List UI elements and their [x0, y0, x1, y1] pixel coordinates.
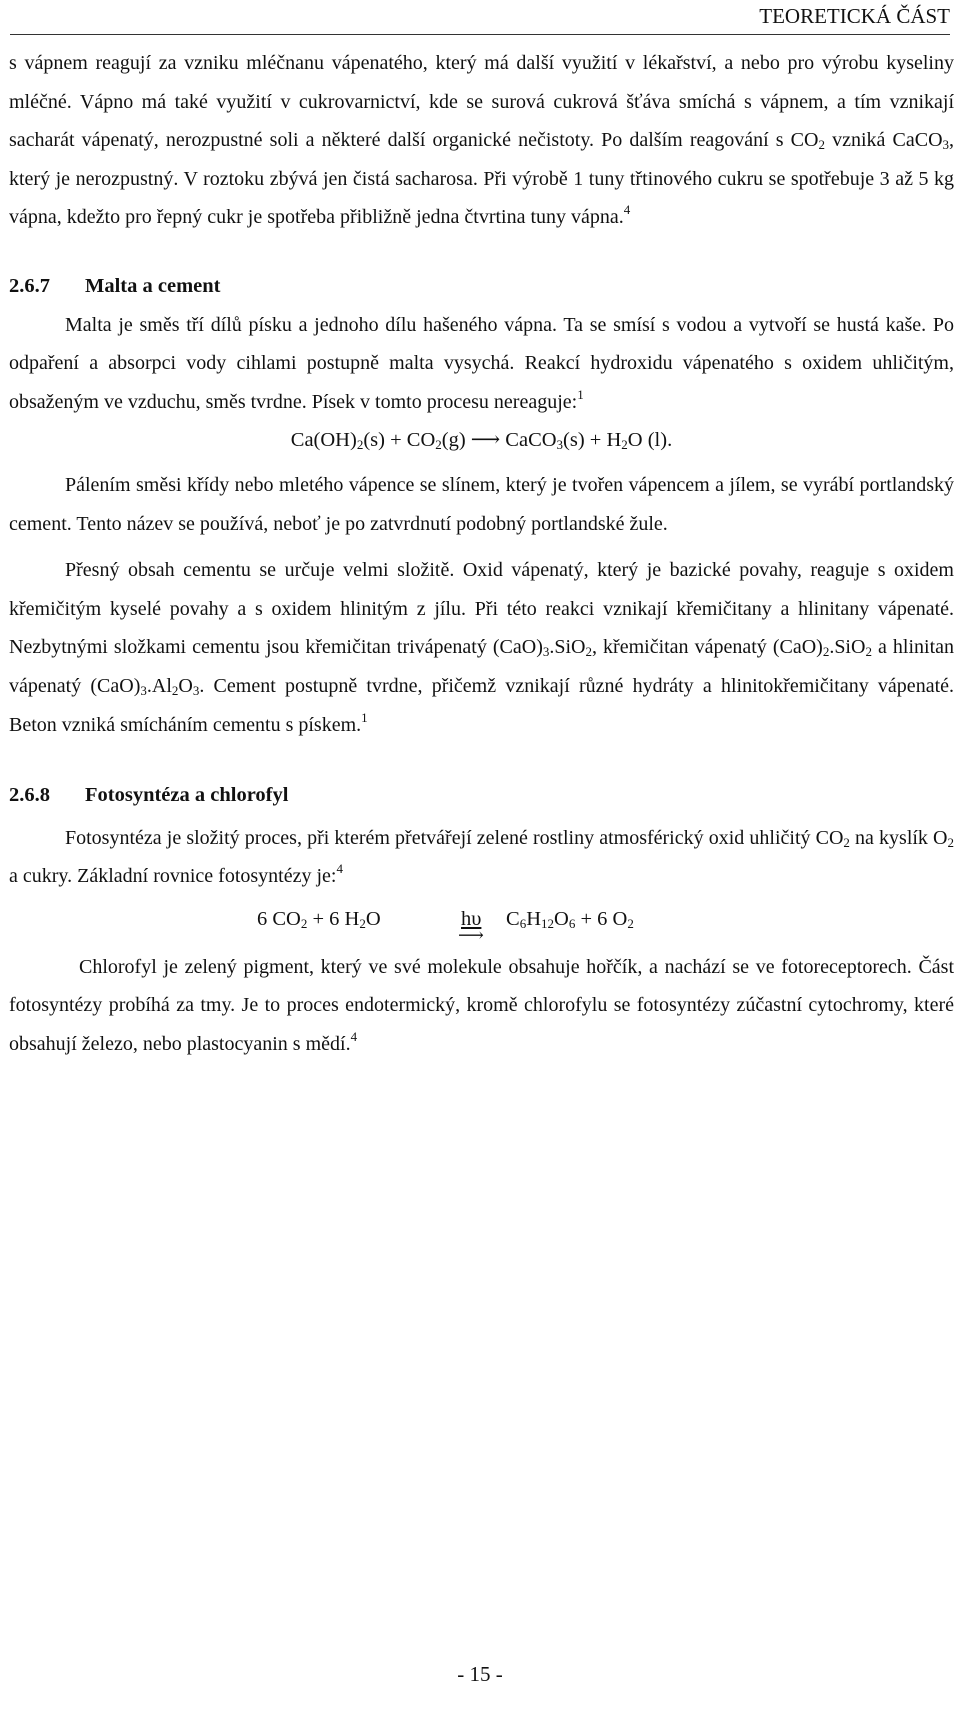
subscript: 2 [822, 644, 830, 660]
subscript: 2 [621, 437, 628, 453]
text: O [554, 907, 569, 930]
text: , který je nerozpustný. V roztoku zbývá jen čistá sacharosa. Při výrobě 1 tuny třtinového cukru se spotřebuje 3 až 5 kg vápna, kdežto pro řepný cukr je spotřeba přibližně jedna čtvrtina tuny vápna. [9, 129, 955, 229]
subscript: 2 [843, 834, 850, 850]
text: + 6 O [575, 907, 628, 930]
text: C [506, 907, 520, 930]
page-number: - 15 - [457, 1662, 503, 1686]
text: + 6 H [307, 907, 360, 930]
paragraph-portland: Pálením směsi křídy nebo mletého vápence se slínem, který je tvořen vápencem a jílem, se vyrábí portlandský cement. Tento název se používá, neboť je po zatvrdnutí podobný portlandské žule. [9, 473, 954, 535]
paragraph-cement [9, 551, 954, 744]
subscript: 3 [542, 644, 550, 660]
text: O [178, 674, 193, 697]
text: Malta je směs tří dílů písku a jednoho dílu hašeného vápna. Ta se smísí s vodou a vytvoří se hustá kaše. Po odpaření a absorpci vody cihlami postupně malta vysychá. Reakcí hydroxidu vápenatého s oxidem uhličitým, obsaženým ve vzduchu, směs tvrdne. Písek v tomto procesu nereaguje: [9, 313, 954, 413]
subscript: 3 [140, 682, 147, 698]
footnote-ref: 4 [336, 861, 343, 877]
subscript: 2 [947, 834, 954, 850]
subscript: 2 [585, 644, 592, 660]
subscript: 2 [171, 682, 179, 698]
section-title: Fotosyntéza a chlorofyl [85, 784, 289, 807]
subscript: 2 [356, 437, 364, 453]
text: s vápnem reagují za vzniku mléčnanu vápenatého, který má další využití v lékařství, a nebo pro výrobu kyseliny mléčné. Vápno má také využití v cukrovarnictví, kde se surová cukrová šťáva smíchá s vápnem, a tím vznikají sacharát vápenatý, nerozpustné soli a některé další organické nečistoty. Po dalším reagování s CO [9, 52, 954, 152]
footnote-ref: 1 [577, 386, 584, 402]
text: (s) + CO [363, 429, 436, 452]
paragraph-malta [9, 306, 954, 422]
text: .SiO [549, 636, 586, 659]
subscript: 3 [556, 437, 564, 453]
text: a cukry. Základní rovnice fotosyntézy je: [9, 865, 337, 888]
paragraph-fotosynteza [9, 819, 954, 896]
text: a hlinitan vápenatý (CaO) [9, 636, 955, 697]
text: .Al [146, 674, 172, 697]
subscript: 3 [942, 137, 950, 153]
footnote-ref: 1 [361, 709, 368, 725]
text: Ca(OH) [290, 429, 357, 452]
subscript: 12 [541, 915, 554, 931]
text: O (l). [627, 429, 673, 452]
text: Chlorofyl je zelený pigment, který ve své molekule obsahuje hořčík, a nachází se ve fotoreceptorech. Část fotosyntézy probíhá za tmy. Je to proces endotermický, kromě chlorofylu se fotosyntézy zúčastní cytochromy, které obsahují železo, nebo plastocyanin s mědí. [9, 955, 954, 1056]
footnote-ref: 4 [350, 1029, 358, 1045]
paragraph-intro [9, 44, 954, 237]
text: . Cement postupně tvrdne, přičemž vznikají různé hydráty a hlinitokřemičitany vápenaté. Beton vzniká smícháním cementu s pískem. [9, 674, 954, 736]
equation-reactants [257, 900, 381, 939]
section-number: 2.6.7 [9, 274, 50, 297]
section-heading-malta [9, 267, 954, 306]
subscript: 2 [627, 915, 634, 931]
text: O [365, 907, 381, 930]
subscript: 3 [192, 682, 200, 698]
header-title: TEORETICKÁ ČÁST [759, 4, 950, 28]
text: , křemičitan vápenatý (CaO) [592, 636, 823, 659]
subscript: 2 [359, 915, 366, 931]
subscript: 6 [519, 915, 527, 931]
text: .SiO [829, 636, 866, 659]
text: Přesný obsah cementu se určuje velmi složitě. Oxid vápenatý, který je bazické povahy, reaguje s oxidem křemičitým kyselé povahy a s oxidem hlinitým z jílu. Při této reakci vznikají křemičitany a hlinitany vápenaté. Nezbytnými složkami cementu jsou křemičitan trivápenatý (CaO) [9, 559, 954, 659]
section-number: 2.6.8 [9, 784, 50, 807]
paragraph-chlorofyl [9, 948, 954, 1064]
section-heading-fotosynteza [9, 776, 954, 815]
text: Fotosyntéza je složitý proces, při kterém přetvářejí zelené rostliny atmosférický oxid uhličitý CO [65, 826, 844, 849]
equation-malta [9, 421, 954, 460]
reaction-arrow: ⟶ [458, 924, 484, 945]
text: (g) ⟶ CaCO [441, 429, 557, 452]
subscript: 2 [300, 915, 308, 931]
subscript: 6 [568, 915, 576, 931]
subscript: 2 [865, 644, 872, 660]
text: (s) + H [563, 429, 622, 452]
subscript: 2 [435, 437, 442, 453]
footnote-ref: 4 [623, 202, 631, 218]
page-header [10, 0, 950, 35]
text: na kyslík O [849, 826, 948, 849]
text: 6 CO [257, 907, 301, 930]
equation-fotosynteza [9, 896, 954, 948]
light-energy-label: hυ [461, 907, 482, 930]
text: vzniká CaCO [824, 129, 943, 152]
text: H [526, 907, 541, 930]
equation-products [506, 900, 634, 939]
section-title: Malta a cement [85, 274, 221, 297]
subscript: 2 [818, 137, 825, 153]
page-content [9, 44, 954, 1064]
